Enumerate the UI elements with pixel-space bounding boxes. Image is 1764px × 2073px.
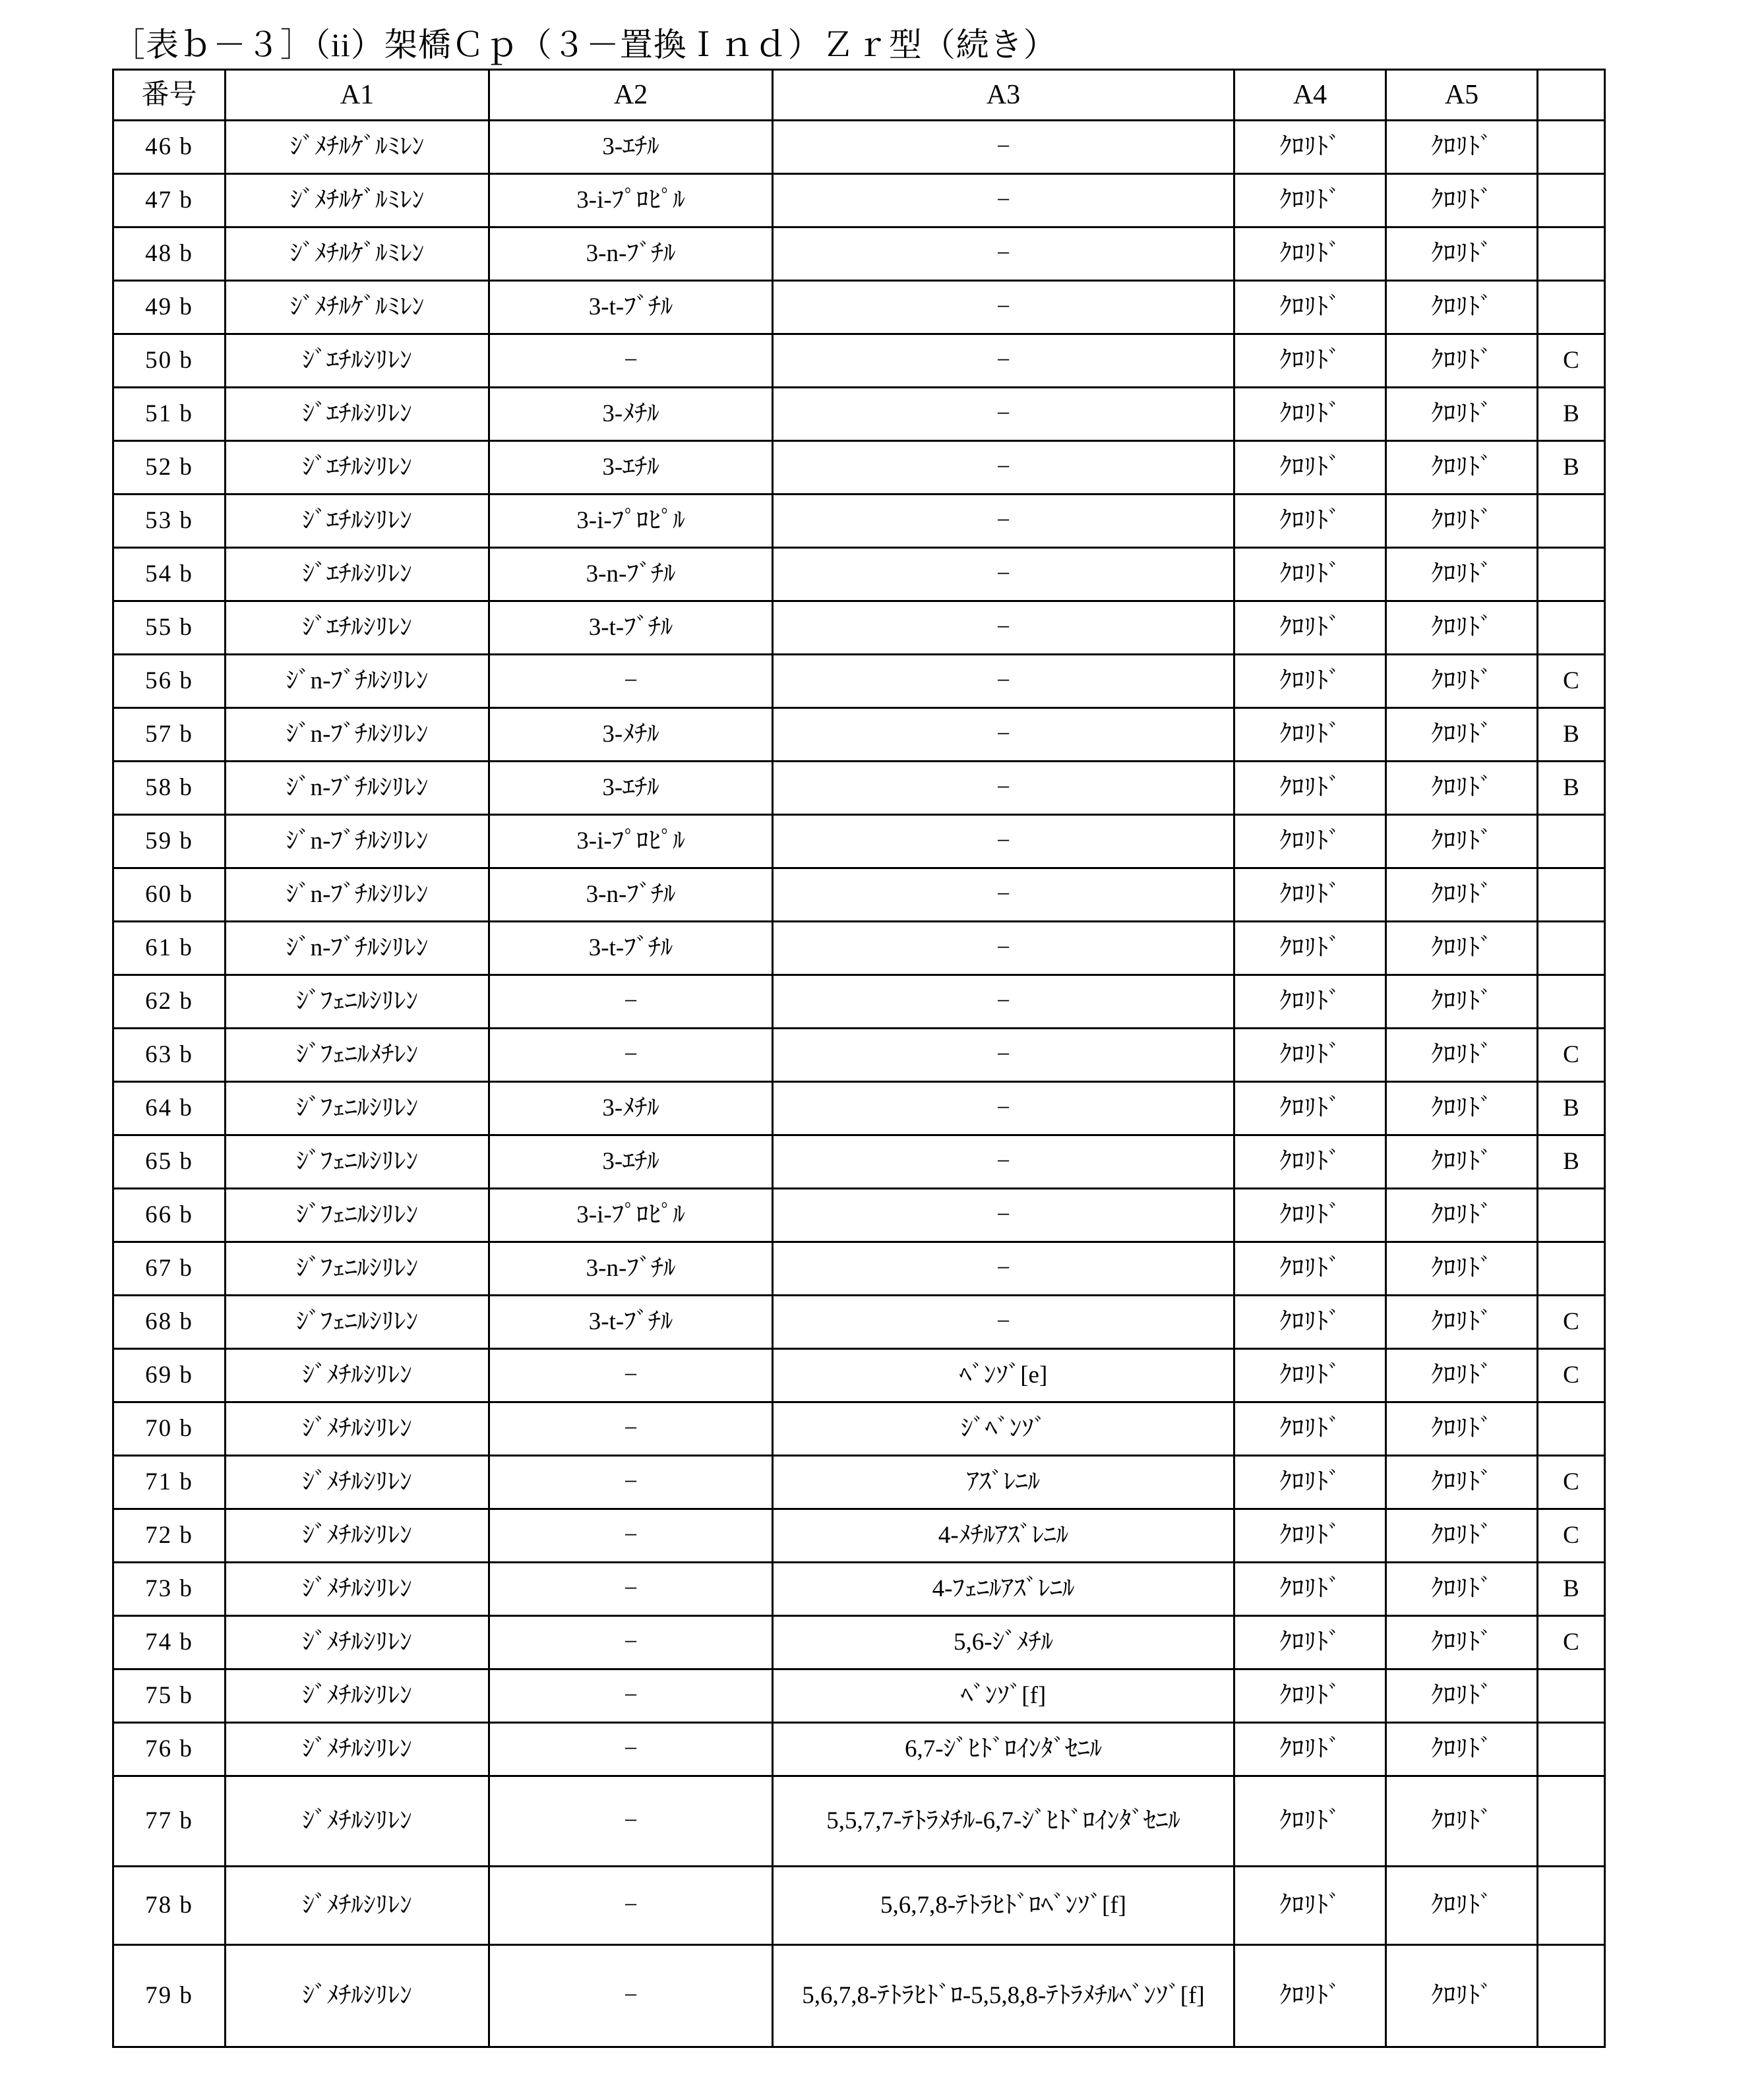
cell-a4: ｸﾛﾘﾄﾞ xyxy=(1234,975,1386,1029)
cell-a5: ｸﾛﾘﾄﾞ xyxy=(1386,441,1538,495)
cell-a1: ｼﾞﾒﾁﾙｼﾘﾚﾝ xyxy=(226,1867,489,1945)
cell-a4: ｸﾛﾘﾄﾞ xyxy=(1234,655,1386,708)
cell-a3: ﾍﾞﾝｿﾞ[f] xyxy=(773,1669,1234,1723)
header-note xyxy=(1538,70,1605,121)
cell-a5: ｸﾛﾘﾄﾞ xyxy=(1386,655,1538,708)
cell-a2: − xyxy=(489,1349,773,1402)
cell-note xyxy=(1538,601,1605,655)
cell-a2: − xyxy=(489,655,773,708)
cell-note: C xyxy=(1538,1456,1605,1509)
header-a1: A1 xyxy=(226,70,489,121)
cell-a5: ｸﾛﾘﾄﾞ xyxy=(1386,1189,1538,1242)
cell-no: 57 b xyxy=(113,708,226,762)
cell-a2: 3-i-ﾌﾟﾛﾋﾟﾙ xyxy=(489,1189,773,1242)
cell-a4: ｸﾛﾘﾄﾞ xyxy=(1234,922,1386,975)
cell-a2: − xyxy=(489,1402,773,1456)
table-row xyxy=(113,1616,1605,1669)
table-row xyxy=(113,1349,1605,1402)
cell-a5: ｸﾛﾘﾄﾞ xyxy=(1386,334,1538,388)
cell-a3: − xyxy=(773,281,1234,334)
cell-a4: ｸﾛﾘﾄﾞ xyxy=(1234,1082,1386,1135)
cell-a2: − xyxy=(489,1509,773,1563)
cell-a2: − xyxy=(489,1723,773,1776)
table-row xyxy=(113,975,1605,1029)
cell-a1: ｼﾞﾒﾁﾙｼﾘﾚﾝ xyxy=(226,1669,489,1723)
cell-a2: 3-ｴﾁﾙ xyxy=(489,121,773,174)
cell-no: 61 b xyxy=(113,922,226,975)
cell-a4: ｸﾛﾘﾄﾞ xyxy=(1234,868,1386,922)
cell-a1: ｼﾞﾒﾁﾙｼﾘﾚﾝ xyxy=(226,1402,489,1456)
table-header xyxy=(113,70,1605,121)
cell-no: 77 b xyxy=(113,1776,226,1867)
cell-a2: − xyxy=(489,1563,773,1616)
cell-a3: − xyxy=(773,1029,1234,1082)
table-row xyxy=(113,601,1605,655)
cell-a4: ｸﾛﾘﾄﾞ xyxy=(1234,441,1386,495)
cell-a5: ｸﾛﾘﾄﾞ xyxy=(1386,495,1538,548)
cell-note: C xyxy=(1538,1509,1605,1563)
cell-a2: 3-ﾒﾁﾙ xyxy=(489,1082,773,1135)
cell-note xyxy=(1538,1189,1605,1242)
cell-a1: ｼﾞﾌｪﾆﾙｼﾘﾚﾝ xyxy=(226,1189,489,1242)
cell-a4: ｸﾛﾘﾄﾞ xyxy=(1234,762,1386,815)
cell-a2: − xyxy=(489,1776,773,1867)
cell-a3: 5,6,7,8-ﾃﾄﾗﾋﾄﾞﾛﾍﾞﾝｿﾞ[f] xyxy=(773,1867,1234,1945)
cell-a4: ｸﾛﾘﾄﾞ xyxy=(1234,121,1386,174)
cell-no: 71 b xyxy=(113,1456,226,1509)
cell-a1: ｼﾞn-ﾌﾞﾁﾙｼﾘﾚﾝ xyxy=(226,655,489,708)
cell-no: 72 b xyxy=(113,1509,226,1563)
cell-a1: ｼﾞﾒﾁﾙｼﾘﾚﾝ xyxy=(226,1945,489,2047)
cell-note xyxy=(1538,922,1605,975)
cell-a1: ｼﾞﾒﾁﾙｼﾘﾚﾝ xyxy=(226,1509,489,1563)
cell-a5: ｸﾛﾘﾄﾞ xyxy=(1386,762,1538,815)
cell-a1: ｼﾞﾒﾁﾙｼﾘﾚﾝ xyxy=(226,1563,489,1616)
cell-a2: − xyxy=(489,975,773,1029)
header-a5: A5 xyxy=(1386,70,1538,121)
cell-a5: ｸﾛﾘﾄﾞ xyxy=(1386,868,1538,922)
cell-a3: ｼﾞﾍﾞﾝｿﾞ xyxy=(773,1402,1234,1456)
cell-a5: ｸﾛﾘﾄﾞ xyxy=(1386,601,1538,655)
cell-a3: − xyxy=(773,1296,1234,1349)
cell-note xyxy=(1538,227,1605,281)
table-row xyxy=(113,868,1605,922)
cell-a2: − xyxy=(489,334,773,388)
table-row xyxy=(113,281,1605,334)
cell-a1: ｼﾞﾒﾁﾙｼﾘﾚﾝ xyxy=(226,1723,489,1776)
table-row xyxy=(113,1029,1605,1082)
cell-no: 64 b xyxy=(113,1082,226,1135)
cell-a3: − xyxy=(773,441,1234,495)
table-row xyxy=(113,1135,1605,1189)
table-row xyxy=(113,1242,1605,1296)
cell-a2: 3-t-ﾌﾞﾁﾙ xyxy=(489,922,773,975)
cell-a4: ｸﾛﾘﾄﾞ xyxy=(1234,1029,1386,1082)
cell-a2: 3-n-ﾌﾞﾁﾙ xyxy=(489,548,773,601)
cell-note xyxy=(1538,1669,1605,1723)
cell-no: 59 b xyxy=(113,815,226,868)
cell-a4: ｸﾛﾘﾄﾞ xyxy=(1234,174,1386,227)
cell-note xyxy=(1538,1402,1605,1456)
cell-a1: ｼﾞﾒﾁﾙｹﾞﾙﾐﾚﾝ xyxy=(226,281,489,334)
cell-a1: ｼﾞﾌｪﾆﾙｼﾘﾚﾝ xyxy=(226,1296,489,1349)
cell-note: C xyxy=(1538,1616,1605,1669)
cell-no: 79 b xyxy=(113,1945,226,2047)
cell-a5: ｸﾛﾘﾄﾞ xyxy=(1386,1669,1538,1723)
cell-note: C xyxy=(1538,1349,1605,1402)
cell-note xyxy=(1538,1945,1605,2047)
cell-a1: ｼﾞｴﾁﾙｼﾘﾚﾝ xyxy=(226,334,489,388)
cell-no: 65 b xyxy=(113,1135,226,1189)
cell-a4: ｸﾛﾘﾄﾞ xyxy=(1234,227,1386,281)
table-row xyxy=(113,227,1605,281)
cell-a5: ｸﾛﾘﾄﾞ xyxy=(1386,708,1538,762)
table-row xyxy=(113,708,1605,762)
cell-a1: ｼﾞn-ﾌﾞﾁﾙｼﾘﾚﾝ xyxy=(226,708,489,762)
table-row xyxy=(113,815,1605,868)
cell-no: 78 b xyxy=(113,1867,226,1945)
cell-a5: ｸﾛﾘﾄﾞ xyxy=(1386,1945,1538,2047)
cell-note xyxy=(1538,815,1605,868)
cell-note: B xyxy=(1538,708,1605,762)
cell-a3: 5,6-ｼﾞﾒﾁﾙ xyxy=(773,1616,1234,1669)
cell-a3: − xyxy=(773,815,1234,868)
cell-no: 60 b xyxy=(113,868,226,922)
cell-a5: ｸﾛﾘﾄﾞ xyxy=(1386,548,1538,601)
cell-a2: 3-n-ﾌﾞﾁﾙ xyxy=(489,1242,773,1296)
cell-no: 69 b xyxy=(113,1349,226,1402)
table-body xyxy=(113,121,1605,2047)
cell-a3: 5,5,7,7-ﾃﾄﾗﾒﾁﾙ-6,7-ｼﾞﾋﾄﾞﾛｲﾝﾀﾞｾﾆﾙ xyxy=(773,1776,1234,1867)
cell-a5: ｸﾛﾘﾄﾞ xyxy=(1386,922,1538,975)
cell-no: 47 b xyxy=(113,174,226,227)
cell-a4: ｸﾛﾘﾄﾞ xyxy=(1234,1135,1386,1189)
table-row xyxy=(113,441,1605,495)
cell-note: B xyxy=(1538,762,1605,815)
cell-a2: − xyxy=(489,1029,773,1082)
cell-a1: ｼﾞﾌｪﾆﾙｼﾘﾚﾝ xyxy=(226,1242,489,1296)
cell-note xyxy=(1538,1867,1605,1945)
cell-note: C xyxy=(1538,655,1605,708)
table-row xyxy=(113,1723,1605,1776)
cell-note: C xyxy=(1538,334,1605,388)
cell-a5: ｸﾛﾘﾄﾞ xyxy=(1386,975,1538,1029)
cell-no: 48 b xyxy=(113,227,226,281)
cell-a4: ｸﾛﾘﾄﾞ xyxy=(1234,1189,1386,1242)
cell-note xyxy=(1538,1242,1605,1296)
table-row xyxy=(113,174,1605,227)
table-row xyxy=(113,495,1605,548)
table-row xyxy=(113,655,1605,708)
cell-no: 73 b xyxy=(113,1563,226,1616)
cell-no: 62 b xyxy=(113,975,226,1029)
cell-note: B xyxy=(1538,1082,1605,1135)
cell-a5: ｸﾛﾘﾄﾞ xyxy=(1386,1776,1538,1867)
cell-a4: ｸﾛﾘﾄﾞ xyxy=(1234,708,1386,762)
table-row xyxy=(113,1563,1605,1616)
table-row xyxy=(113,548,1605,601)
cell-a2: − xyxy=(489,1867,773,1945)
cell-a2: 3-t-ﾌﾞﾁﾙ xyxy=(489,281,773,334)
cell-note xyxy=(1538,495,1605,548)
cell-a4: ｸﾛﾘﾄﾞ xyxy=(1234,281,1386,334)
cell-a4: ｸﾛﾘﾄﾞ xyxy=(1234,1723,1386,1776)
cell-no: 46 b xyxy=(113,121,226,174)
cell-a5: ｸﾛﾘﾄﾞ xyxy=(1386,1135,1538,1189)
cell-note xyxy=(1538,1776,1605,1867)
table-row xyxy=(113,1296,1605,1349)
table-row xyxy=(113,1509,1605,1563)
cell-a3: − xyxy=(773,334,1234,388)
cell-note xyxy=(1538,868,1605,922)
cell-no: 49 b xyxy=(113,281,226,334)
cell-a3: − xyxy=(773,548,1234,601)
cell-note: C xyxy=(1538,1029,1605,1082)
header-row xyxy=(113,70,1605,121)
cell-a2: − xyxy=(489,1456,773,1509)
cell-a2: 3-ｴﾁﾙ xyxy=(489,441,773,495)
cell-a5: ｸﾛﾘﾄﾞ xyxy=(1386,1723,1538,1776)
cell-a2: − xyxy=(489,1945,773,2047)
cell-no: 56 b xyxy=(113,655,226,708)
cell-a5: ｸﾛﾘﾄﾞ xyxy=(1386,1296,1538,1349)
cell-a3: − xyxy=(773,975,1234,1029)
cell-no: 74 b xyxy=(113,1616,226,1669)
cell-no: 76 b xyxy=(113,1723,226,1776)
cell-a4: ｸﾛﾘﾄﾞ xyxy=(1234,1456,1386,1509)
page-title: ［表ｂ－３］（ii）架橋Ｃｐ（３－置換Ｉｎｄ）Ｚｒ型（続き） xyxy=(112,26,1057,63)
cell-a1: ｼﾞｴﾁﾙｼﾘﾚﾝ xyxy=(226,495,489,548)
table-row xyxy=(113,922,1605,975)
table-row xyxy=(113,1776,1605,1867)
cell-a1: ｼﾞn-ﾌﾞﾁﾙｼﾘﾚﾝ xyxy=(226,815,489,868)
cell-a3: − xyxy=(773,1135,1234,1189)
cell-a2: 3-n-ﾌﾞﾁﾙ xyxy=(489,868,773,922)
cell-note xyxy=(1538,281,1605,334)
cell-a1: ｼﾞﾒﾁﾙｼﾘﾚﾝ xyxy=(226,1456,489,1509)
cell-no: 63 b xyxy=(113,1029,226,1082)
cell-a1: ｼﾞｴﾁﾙｼﾘﾚﾝ xyxy=(226,601,489,655)
cell-a4: ｸﾛﾘﾄﾞ xyxy=(1234,1242,1386,1296)
cell-no: 66 b xyxy=(113,1189,226,1242)
cell-a5: ｸﾛﾘﾄﾞ xyxy=(1386,121,1538,174)
cell-a4: ｸﾛﾘﾄﾞ xyxy=(1234,1945,1386,2047)
cell-no: 52 b xyxy=(113,441,226,495)
cell-a1: ｼﾞﾌｪﾆﾙｼﾘﾚﾝ xyxy=(226,1135,489,1189)
table-row xyxy=(113,388,1605,441)
table-row xyxy=(113,121,1605,174)
cell-a5: ｸﾛﾘﾄﾞ xyxy=(1386,1563,1538,1616)
cell-a3: − xyxy=(773,922,1234,975)
cell-a3: − xyxy=(773,174,1234,227)
cell-a5: ｸﾛﾘﾄﾞ xyxy=(1386,1616,1538,1669)
cell-a3: − xyxy=(773,1082,1234,1135)
cell-a2: 3-i-ﾌﾟﾛﾋﾟﾙ xyxy=(489,815,773,868)
cell-no: 68 b xyxy=(113,1296,226,1349)
cell-a2: 3-ｴﾁﾙ xyxy=(489,762,773,815)
cell-a4: ｸﾛﾘﾄﾞ xyxy=(1234,334,1386,388)
cell-a5: ｸﾛﾘﾄﾞ xyxy=(1386,174,1538,227)
cell-a5: ｸﾛﾘﾄﾞ xyxy=(1386,388,1538,441)
cell-a5: ｸﾛﾘﾄﾞ xyxy=(1386,227,1538,281)
cell-a1: ｼﾞﾒﾁﾙｹﾞﾙﾐﾚﾝ xyxy=(226,174,489,227)
cell-a1: ｼﾞn-ﾌﾞﾁﾙｼﾘﾚﾝ xyxy=(226,922,489,975)
cell-a2: 3-t-ﾌﾞﾁﾙ xyxy=(489,1296,773,1349)
cell-no: 75 b xyxy=(113,1669,226,1723)
cell-no: 54 b xyxy=(113,548,226,601)
cell-a1: ｼﾞｴﾁﾙｼﾘﾚﾝ xyxy=(226,441,489,495)
cell-a1: ｼﾞｴﾁﾙｼﾘﾚﾝ xyxy=(226,388,489,441)
cell-note: C xyxy=(1538,1296,1605,1349)
table-row xyxy=(113,1402,1605,1456)
cell-a4: ｸﾛﾘﾄﾞ xyxy=(1234,1669,1386,1723)
cell-no: 50 b xyxy=(113,334,226,388)
cell-note: B xyxy=(1538,1563,1605,1616)
cell-a3: − xyxy=(773,388,1234,441)
cell-a1: ｼﾞｴﾁﾙｼﾘﾚﾝ xyxy=(226,548,489,601)
table-row xyxy=(113,1082,1605,1135)
cell-a2: 3-i-ﾌﾟﾛﾋﾟﾙ xyxy=(489,174,773,227)
cell-note xyxy=(1538,548,1605,601)
cell-note xyxy=(1538,121,1605,174)
table-row xyxy=(113,762,1605,815)
cell-a3: − xyxy=(773,708,1234,762)
cell-a4: ｸﾛﾘﾄﾞ xyxy=(1234,1563,1386,1616)
cell-note xyxy=(1538,1723,1605,1776)
cell-a4: ｸﾛﾘﾄﾞ xyxy=(1234,601,1386,655)
cell-no: 53 b xyxy=(113,495,226,548)
cell-a2: − xyxy=(489,1669,773,1723)
cell-a5: ｸﾛﾘﾄﾞ xyxy=(1386,1082,1538,1135)
cell-no: 58 b xyxy=(113,762,226,815)
cell-a4: ｸﾛﾘﾄﾞ xyxy=(1234,1776,1386,1867)
cell-a2: 3-i-ﾌﾟﾛﾋﾟﾙ xyxy=(489,495,773,548)
cell-a1: ｼﾞn-ﾌﾞﾁﾙｼﾘﾚﾝ xyxy=(226,762,489,815)
cell-a5: ｸﾛﾘﾄﾞ xyxy=(1386,281,1538,334)
cell-a1: ｼﾞﾒﾁﾙｼﾘﾚﾝ xyxy=(226,1616,489,1669)
header-no: 番号 xyxy=(113,70,226,121)
cell-a1: ｼﾞﾒﾁﾙｼﾘﾚﾝ xyxy=(226,1776,489,1867)
cell-a4: ｸﾛﾘﾄﾞ xyxy=(1234,1616,1386,1669)
cell-a3: − xyxy=(773,1242,1234,1296)
cell-a3: 5,6,7,8-ﾃﾄﾗﾋﾄﾞﾛ-5,5,8,8-ﾃﾄﾗﾒﾁﾙﾍﾞﾝｿﾞ[f] xyxy=(773,1945,1234,2047)
header-a4: A4 xyxy=(1234,70,1386,121)
cell-a1: ｼﾞﾌｪﾆﾙﾒﾁﾚﾝ xyxy=(226,1029,489,1082)
cell-a4: ｸﾛﾘﾄﾞ xyxy=(1234,1402,1386,1456)
cell-note: B xyxy=(1538,1135,1605,1189)
cell-a5: ｸﾛﾘﾄﾞ xyxy=(1386,1349,1538,1402)
table-row xyxy=(113,1189,1605,1242)
cell-no: 51 b xyxy=(113,388,226,441)
cell-a4: ｸﾛﾘﾄﾞ xyxy=(1234,388,1386,441)
compound-table xyxy=(112,69,1606,2048)
cell-a3: − xyxy=(773,868,1234,922)
cell-a2: 3-ﾒﾁﾙ xyxy=(489,708,773,762)
cell-a4: ｸﾛﾘﾄﾞ xyxy=(1234,815,1386,868)
cell-a3: ｱｽﾞﾚﾆﾙ xyxy=(773,1456,1234,1509)
header-a3: A3 xyxy=(773,70,1234,121)
cell-a2: − xyxy=(489,1616,773,1669)
cell-a5: ｸﾛﾘﾄﾞ xyxy=(1386,1867,1538,1945)
cell-a4: ｸﾛﾘﾄﾞ xyxy=(1234,1349,1386,1402)
cell-a3: − xyxy=(773,655,1234,708)
cell-no: 70 b xyxy=(113,1402,226,1456)
cell-a3: − xyxy=(773,1189,1234,1242)
table-row xyxy=(113,1945,1605,2047)
cell-a3: 4-ﾒﾁﾙｱｽﾞﾚﾆﾙ xyxy=(773,1509,1234,1563)
cell-a1: ｼﾞﾌｪﾆﾙｼﾘﾚﾝ xyxy=(226,1082,489,1135)
cell-a3: − xyxy=(773,495,1234,548)
cell-a3: 6,7-ｼﾞﾋﾄﾞﾛｲﾝﾀﾞｾﾆﾙ xyxy=(773,1723,1234,1776)
cell-note xyxy=(1538,174,1605,227)
cell-note: B xyxy=(1538,441,1605,495)
cell-no: 55 b xyxy=(113,601,226,655)
cell-a5: ｸﾛﾘﾄﾞ xyxy=(1386,1029,1538,1082)
cell-a2: 3-ｴﾁﾙ xyxy=(489,1135,773,1189)
table-row xyxy=(113,334,1605,388)
cell-a5: ｸﾛﾘﾄﾞ xyxy=(1386,1402,1538,1456)
cell-a3: − xyxy=(773,762,1234,815)
cell-a5: ｸﾛﾘﾄﾞ xyxy=(1386,1509,1538,1563)
cell-a1: ｼﾞn-ﾌﾞﾁﾙｼﾘﾚﾝ xyxy=(226,868,489,922)
header-a2: A2 xyxy=(489,70,773,121)
cell-a5: ｸﾛﾘﾄﾞ xyxy=(1386,1456,1538,1509)
cell-a2: 3-t-ﾌﾞﾁﾙ xyxy=(489,601,773,655)
table-row xyxy=(113,1456,1605,1509)
table-row xyxy=(113,1867,1605,1945)
cell-a3: − xyxy=(773,601,1234,655)
cell-a1: ｼﾞﾒﾁﾙｼﾘﾚﾝ xyxy=(226,1349,489,1402)
cell-a2: 3-ﾒﾁﾙ xyxy=(489,388,773,441)
cell-a4: ｸﾛﾘﾄﾞ xyxy=(1234,1296,1386,1349)
cell-a3: ﾍﾞﾝｿﾞ[e] xyxy=(773,1349,1234,1402)
cell-a3: − xyxy=(773,121,1234,174)
cell-a4: ｸﾛﾘﾄﾞ xyxy=(1234,1867,1386,1945)
cell-a4: ｸﾛﾘﾄﾞ xyxy=(1234,495,1386,548)
cell-a5: ｸﾛﾘﾄﾞ xyxy=(1386,815,1538,868)
cell-a4: ｸﾛﾘﾄﾞ xyxy=(1234,1509,1386,1563)
table-row xyxy=(113,1669,1605,1723)
cell-a1: ｼﾞﾌｪﾆﾙｼﾘﾚﾝ xyxy=(226,975,489,1029)
cell-a2: 3-n-ﾌﾞﾁﾙ xyxy=(489,227,773,281)
cell-a3: 4-ﾌｪﾆﾙｱｽﾞﾚﾆﾙ xyxy=(773,1563,1234,1616)
cell-a5: ｸﾛﾘﾄﾞ xyxy=(1386,1242,1538,1296)
cell-a1: ｼﾞﾒﾁﾙｹﾞﾙﾐﾚﾝ xyxy=(226,121,489,174)
cell-note: B xyxy=(1538,388,1605,441)
cell-a4: ｸﾛﾘﾄﾞ xyxy=(1234,548,1386,601)
cell-a3: − xyxy=(773,227,1234,281)
cell-note xyxy=(1538,975,1605,1029)
cell-no: 67 b xyxy=(113,1242,226,1296)
cell-a1: ｼﾞﾒﾁﾙｹﾞﾙﾐﾚﾝ xyxy=(226,227,489,281)
